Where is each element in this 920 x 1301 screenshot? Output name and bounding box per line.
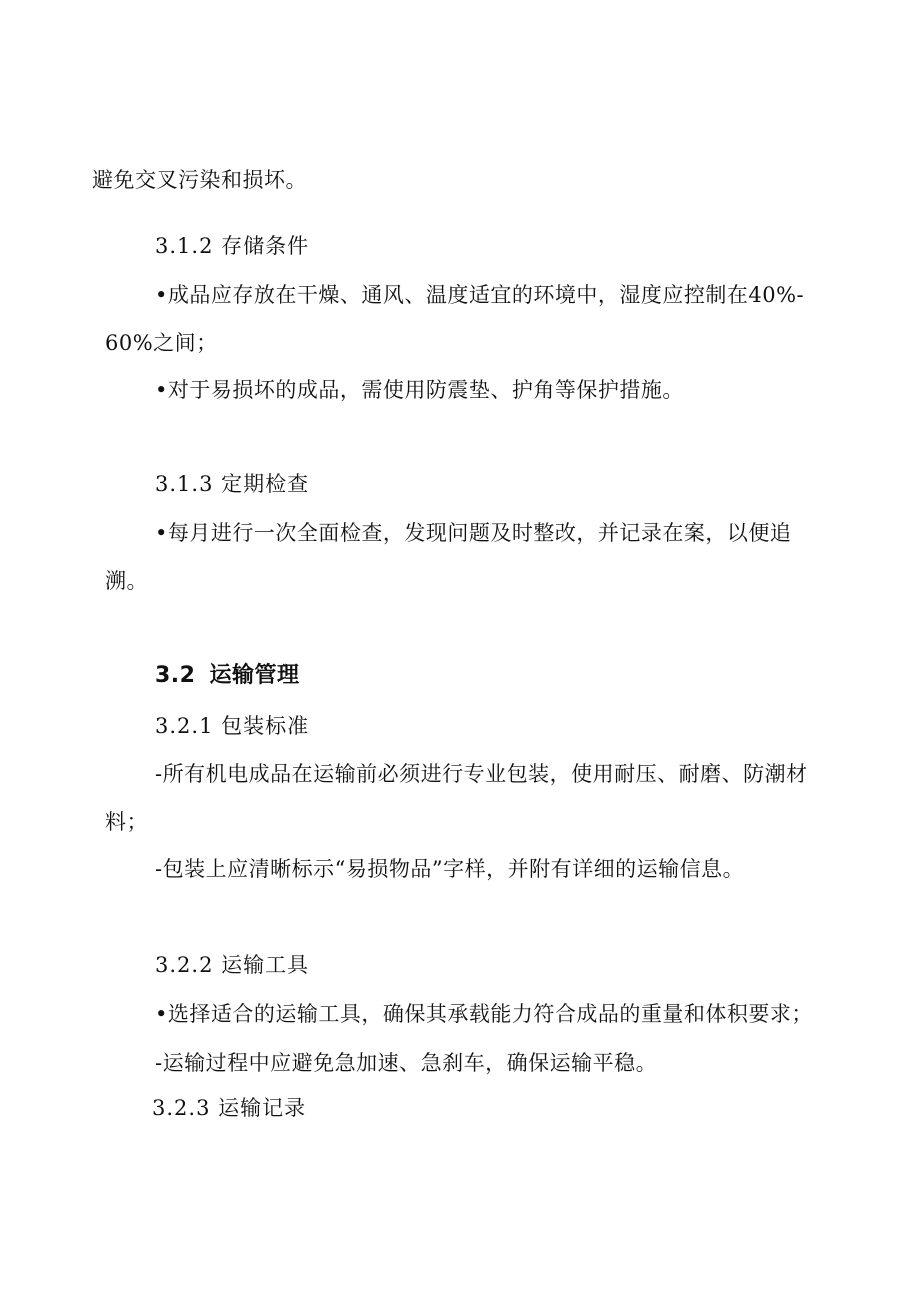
paragraph-storage-humidity-line1: •成品应存放在干燥、通风、温度适宜的环境中，湿度应控制在40%-: [155, 283, 805, 307]
paragraph-storage-protection: •对于易损坏的成品，需使用防震垫、护角等保护措施。: [155, 378, 684, 402]
heading-3-2-number: 3.2: [155, 663, 196, 688]
paragraph-packaging-line1: -所有机电成品在运输前必须进行专业包装，使用耐压、耐磨、防潮材: [155, 762, 808, 786]
heading-3-2: [155, 662, 300, 690]
continuation-text: 避免交叉污染和损坏。: [92, 168, 307, 192]
paragraph-packaging-label: -包装上应清晰标示“易损物品”字样，并附有详细的运输信息。: [155, 857, 745, 881]
heading-3-1-2: 3.1.2 存储条件: [155, 234, 310, 258]
paragraph-inspection-line1: •每月进行一次全面检查，发现问题及时整改，并记录在案，以便追: [155, 521, 792, 545]
heading-3-2-1: 3.2.1 包装标准: [155, 714, 310, 738]
heading-3-2-2: 3.2.2 运输工具: [155, 953, 310, 977]
paragraph-transport-smooth: -运输过程中应避免急加速、急刹车，确保运输平稳。: [155, 1051, 658, 1075]
paragraph-inspection-line2: 溯。: [105, 569, 148, 593]
heading-3-2-3: 3.2.3 运输记录: [152, 1096, 307, 1120]
heading-3-1-3: 3.1.3 定期检查: [155, 472, 310, 496]
paragraph-storage-humidity-line2: 60%之间；: [105, 331, 218, 355]
heading-3-2-title: 运输管理: [209, 663, 300, 688]
paragraph-packaging-line2: 料；: [105, 810, 148, 834]
paragraph-transport-tool: •选择适合的运输工具，确保其承载能力符合成品的重量和体积要求；: [155, 1002, 813, 1026]
